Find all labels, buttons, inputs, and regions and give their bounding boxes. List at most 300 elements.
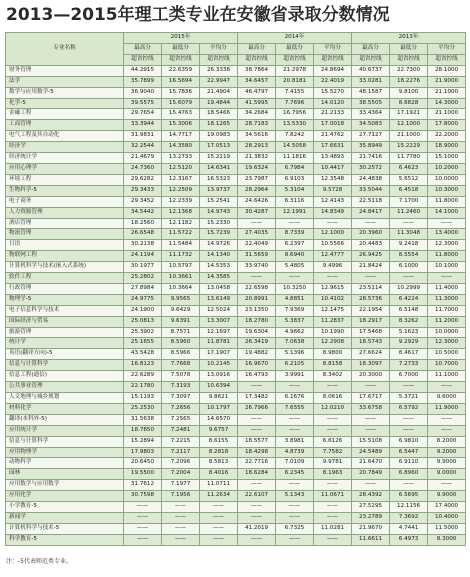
score-cell: 18.5577 [238, 436, 276, 447]
score-cell: 10.1990 [314, 327, 352, 338]
score-cell: 17.9803 [124, 447, 162, 458]
score-cell: —— [200, 523, 238, 534]
score-cell: 40.6737 [352, 65, 390, 76]
score-cell: 12.4143 [314, 196, 352, 207]
table-row [6, 458, 466, 469]
score-cell: 6.6126 [314, 436, 352, 447]
score-cell: 15.7239 [200, 229, 238, 240]
table-row [6, 207, 466, 218]
score-cell: 21.4904 [200, 87, 238, 98]
score-cell: 9.6429 [162, 305, 200, 316]
score-cell: 18.3097 [352, 360, 390, 371]
score-cell: 25.2530 [124, 403, 162, 414]
score-cell: 9.5728 [314, 185, 352, 196]
score-cell: 15.2894 [124, 436, 162, 447]
table-row [6, 305, 466, 316]
table-row [6, 480, 466, 491]
score-cell: 21.7416 [352, 153, 390, 164]
score-cell: 7.7696 [276, 98, 314, 109]
table-row [6, 534, 466, 545]
table-row [6, 338, 466, 349]
score-cell: —— [390, 480, 428, 491]
score-cell: 34.5442 [124, 207, 162, 218]
score-cell: 9.9000 [428, 458, 466, 469]
score-cell: 7.6555 [276, 403, 314, 414]
score-cell: 11.2837 [314, 316, 352, 327]
major-name-cell: 金融工程 [6, 109, 124, 120]
score-cell: 8.2000 [428, 436, 466, 447]
score-cell: 21.2978 [276, 65, 314, 76]
score-cell: 18.2917 [352, 316, 390, 327]
score-cell: —— [428, 382, 466, 393]
score-cell: 12.0210 [314, 403, 352, 414]
score-cell: 16.7956 [276, 109, 314, 120]
major-name-cell: 小学教育-5 [6, 502, 124, 513]
score-cell: 22.6598 [238, 283, 276, 294]
score-cell: 3.8981 [276, 436, 314, 447]
score-cell: —— [124, 534, 162, 545]
major-name-cell: 国际经济与贸易 [6, 316, 124, 327]
score-cell: —— [314, 273, 352, 284]
header-min: 最低分 [162, 44, 200, 55]
score-cell: 13.3007 [200, 316, 238, 327]
score-cell: 7.3193 [162, 382, 200, 393]
score-cell: 22.1954 [352, 305, 390, 316]
score-cell: 12.1000 [390, 120, 428, 131]
score-cell: —— [314, 534, 352, 545]
major-name-cell: 信息与计算科学 [6, 360, 124, 371]
score-cell: 8.2818 [200, 447, 238, 458]
score-cell: 13.9737 [200, 185, 238, 196]
score-cell: 24.1194 [124, 251, 162, 262]
score-cell: —— [428, 218, 466, 229]
score-cell: 13.6149 [200, 294, 238, 305]
score-cell: 33.4364 [352, 109, 390, 120]
score-cell: 22.1780 [124, 382, 162, 393]
score-cell: 18.1265 [200, 120, 238, 131]
score-cell: 7.5078 [162, 371, 200, 382]
table-row [6, 218, 466, 229]
table-row [6, 76, 466, 87]
score-cell: 15.7836 [162, 87, 200, 98]
table-row [6, 153, 466, 164]
score-cell: 11.1000 [428, 371, 466, 382]
score-cell: 15.5108 [352, 436, 390, 447]
score-cell: 10.3664 [162, 283, 200, 294]
score-cell: 14.3585 [200, 273, 238, 284]
table-row [6, 447, 466, 458]
score-cell: 17.6717 [352, 393, 390, 404]
score-cell: —— [238, 382, 276, 393]
score-cell: 10.2999 [390, 283, 428, 294]
score-cell: 3.9991 [276, 371, 314, 382]
table-row [6, 469, 466, 480]
table-row [6, 436, 466, 447]
table-row [6, 414, 466, 425]
score-cell: 15.1193 [124, 393, 162, 404]
major-name-cell: 新闻学 [6, 512, 124, 523]
major-name-cell: 材料化学 [6, 403, 124, 414]
score-cell: 9.6757 [200, 425, 238, 436]
score-cell: 9.8621 [200, 393, 238, 404]
score-cell: 11.3000 [428, 294, 466, 305]
score-cell: 8.5813 [200, 458, 238, 469]
score-cell: 41.2019 [238, 523, 276, 534]
score-cell: 12.1182 [162, 218, 200, 229]
score-cell: —— [162, 502, 200, 513]
score-cell: 15.3006 [162, 120, 200, 131]
score-cell: 20.8181 [276, 76, 314, 87]
score-cell: 11.1816 [276, 153, 314, 164]
score-cell: 26.3338 [200, 65, 238, 76]
score-cell: —— [238, 425, 276, 436]
score-cell: 14.7717 [162, 131, 200, 142]
score-cell: 7.1700 [390, 196, 428, 207]
score-cell: 33.6758 [352, 403, 390, 414]
score-cell: 14.3580 [162, 142, 200, 153]
score-cell: —— [314, 512, 352, 523]
table-row [6, 349, 466, 360]
score-cell: 8.1963 [314, 469, 352, 480]
score-cell: —— [276, 382, 314, 393]
score-cell: 18.9000 [428, 142, 466, 153]
score-cell: 18.6284 [238, 469, 276, 480]
score-cell: 11.7780 [390, 153, 428, 164]
score-cell: 6.7000 [390, 371, 428, 382]
score-cell: —— [276, 425, 314, 436]
score-cell: 15.2541 [200, 196, 238, 207]
score-cell: —— [314, 425, 352, 436]
score-cell: —— [428, 414, 466, 425]
major-name-cell: 环境工程 [6, 174, 124, 185]
major-name-cell: 旅游管理 [6, 327, 124, 338]
score-cell: 14.9743 [200, 207, 238, 218]
score-cell: 22.5118 [352, 196, 390, 207]
score-cell: 41.5995 [238, 98, 276, 109]
score-cell: 5.4805 [276, 262, 314, 273]
score-cell: 25.3902 [124, 327, 162, 338]
major-name-cell: 电气工程及其自动化 [6, 131, 124, 142]
score-cell: 27.4035 [238, 229, 276, 240]
table-row [6, 371, 466, 382]
score-cell: 30.1977 [124, 262, 162, 273]
score-cell: —— [390, 425, 428, 436]
score-cell: 24.5489 [352, 447, 390, 458]
score-cell: 21.1000 [390, 131, 428, 142]
score-cell: 7.4155 [276, 87, 314, 98]
score-cell: 13.2733 [162, 153, 200, 164]
score-cell: 21.1000 [428, 87, 466, 98]
table-row [6, 98, 466, 109]
score-cell: 23.7987 [238, 174, 276, 185]
score-cell: 23.1350 [238, 305, 276, 316]
score-cell: 48.1587 [352, 87, 390, 98]
table-row [6, 502, 466, 513]
score-cell: 26.3419 [238, 338, 276, 349]
score-cell: 24.8694 [314, 65, 352, 76]
score-cell: 16.9670 [238, 360, 276, 371]
score-cell: 28.5736 [352, 294, 390, 305]
table-row [6, 65, 466, 76]
score-cell: 14.0120 [314, 98, 352, 109]
score-cell: 7.3097 [162, 393, 200, 404]
table-row [6, 382, 466, 393]
table-row [6, 491, 466, 502]
score-cell: 30.2572 [352, 163, 390, 174]
score-cell: 24.8417 [352, 207, 390, 218]
score-cell: 4.9662 [276, 327, 314, 338]
score-cell: —— [200, 534, 238, 545]
score-cell: 4.7441 [390, 523, 428, 534]
score-cell: —— [352, 480, 390, 491]
header-min: 最低分 [390, 44, 428, 55]
score-cell: 17.3482 [238, 393, 276, 404]
score-cell: 9.2000 [428, 447, 466, 458]
score-cell: 8.4016 [200, 469, 238, 480]
table-row [6, 294, 466, 305]
score-cell: 6.7984 [276, 163, 314, 174]
score-cell: 43.5428 [124, 349, 162, 360]
header-above-line: 超省控线 [314, 54, 352, 65]
score-cell: 8.0616 [314, 393, 352, 404]
score-cell: 18.2276 [390, 76, 428, 87]
score-cell: —— [238, 512, 276, 523]
score-cell: 22.7716 [238, 458, 276, 469]
table-row [6, 327, 466, 338]
major-name-cell: 公共事业管理 [6, 382, 124, 393]
score-cell: 22.6107 [238, 491, 276, 502]
score-cell: —— [352, 273, 390, 284]
score-cell: —— [390, 273, 428, 284]
score-cell: 10.5566 [314, 240, 352, 251]
score-cell: 8.5966 [162, 349, 200, 360]
score-cell: 29.3452 [124, 196, 162, 207]
score-cell: 11.8000 [428, 251, 466, 262]
header-above-line: 超省控线 [390, 54, 428, 65]
header-max: 最高分 [238, 44, 276, 55]
score-cell: 33.3944 [124, 120, 162, 131]
score-cell: —— [238, 414, 276, 425]
score-cell: 10.3000 [428, 185, 466, 196]
score-cell: 9.8100 [390, 87, 428, 98]
major-name-cell: 化学-5 [6, 98, 124, 109]
score-cell: 29.7654 [124, 109, 162, 120]
score-cell: 12.1991 [276, 207, 314, 218]
score-cell: 19.6304 [238, 327, 276, 338]
score-cell: 8.3402 [314, 371, 352, 382]
score-cell: 7.3692 [390, 512, 428, 523]
score-cell: 34.2684 [238, 109, 276, 120]
score-cell: 33.9740 [238, 262, 276, 273]
score-cell: 10.0000 [428, 327, 466, 338]
score-cell: 28.7183 [238, 120, 276, 131]
score-cell: 26.9425 [352, 251, 390, 262]
header-year-2014: 2014年 [238, 33, 352, 44]
score-cell: 10.0000 [428, 174, 466, 185]
score-cell: 11.0281 [314, 523, 352, 534]
major-name-cell: 物联网工程 [6, 251, 124, 262]
table-row [6, 185, 466, 196]
score-cell: 8.7339 [276, 229, 314, 240]
score-cell: 12.1000 [314, 229, 352, 240]
score-cell: —— [162, 512, 200, 523]
score-cell: —— [238, 534, 276, 545]
score-cell: 27.6624 [352, 349, 390, 360]
score-cell: 5.3837 [276, 316, 314, 327]
score-cell: 7.2096 [162, 458, 200, 469]
score-cell: —— [124, 523, 162, 534]
major-name-cell: 信息与计算科学 [6, 436, 124, 447]
score-cell: 7.7582 [314, 447, 352, 458]
major-name-cell: 数学与应用数学-5 [6, 87, 124, 98]
score-cell: —— [162, 534, 200, 545]
score-cell: 13.4893 [314, 153, 352, 164]
major-name-cell: 财务管理 [6, 65, 124, 76]
score-cell: 9.9781 [314, 458, 352, 469]
score-cell: 8.6940 [276, 251, 314, 262]
score-cell: 15.2229 [390, 142, 428, 153]
score-cell: 6.2397 [276, 240, 314, 251]
score-cell: 13.5330 [276, 120, 314, 131]
score-cell: 17.4000 [428, 502, 466, 513]
score-cell: 12.3548 [314, 174, 352, 185]
score-cell: 6.3116 [276, 196, 314, 207]
score-cell: 12.5024 [200, 305, 238, 316]
score-cell: 8.5960 [162, 338, 200, 349]
score-cell: —— [238, 480, 276, 491]
score-cell: 9.9000 [428, 491, 466, 502]
major-name-cell: 应用心理学 [6, 163, 124, 174]
header-avg: 平均分 [200, 44, 238, 55]
score-cell: 33.5044 [352, 185, 390, 196]
score-cell: 10.2000 [428, 163, 466, 174]
score-cell: 10.2145 [200, 360, 238, 371]
score-cell: —— [314, 218, 352, 229]
score-cell: 10.3661 [162, 273, 200, 284]
score-cell: 6.7325 [276, 523, 314, 534]
score-cell: 6.9810 [390, 436, 428, 447]
major-name-cell: 计算机科学与技术-5 [6, 523, 124, 534]
score-cell: 18.5466 [200, 109, 238, 120]
score-table-container [5, 32, 465, 546]
score-cell: 18.5743 [352, 338, 390, 349]
major-name-cell: 日语 [6, 240, 124, 251]
score-cell: 17.8000 [428, 120, 466, 131]
score-cell: 12.1368 [162, 207, 200, 218]
major-name-cell: 英语(翻译方向)-5 [6, 349, 124, 360]
major-name-cell: 经济统计学 [6, 153, 124, 164]
score-cell: 7.2215 [162, 436, 200, 447]
score-cell: 31.5659 [238, 251, 276, 262]
score-cell: 6.9103 [276, 174, 314, 185]
score-cell: 23.5114 [352, 283, 390, 294]
header-avg: 平均分 [428, 44, 466, 55]
score-cell: 28.2913 [238, 142, 276, 153]
score-cell: 6.5148 [390, 305, 428, 316]
score-cell: 15.5270 [314, 87, 352, 98]
score-cell: —— [352, 414, 390, 425]
score-cell: 14.1000 [428, 207, 466, 218]
score-cell: 21.8424 [352, 262, 390, 273]
score-cell: 5.6512 [390, 174, 428, 185]
major-name-cell: 园林 [6, 469, 124, 480]
score-cell: 9.9565 [162, 294, 200, 305]
score-cell: 17.0513 [200, 142, 238, 153]
major-name-cell: 人文地理与城乡规划 [6, 393, 124, 404]
score-cell: 24.9775 [124, 294, 162, 305]
score-cell: 7.2004 [162, 469, 200, 480]
score-cell: 24.4838 [352, 174, 390, 185]
header-avg: 平均分 [314, 44, 352, 55]
score-cell: —— [390, 218, 428, 229]
score-cell: 21.4679 [124, 153, 162, 164]
score-cell: —— [314, 502, 352, 513]
score-cell: 17.1921 [390, 109, 428, 120]
score-cell: —— [238, 273, 276, 284]
score-cell: 14.9726 [200, 240, 238, 251]
score-cell: 18.2560 [124, 218, 162, 229]
score-cell: 12.3000 [428, 240, 466, 251]
score-cell: 10.5000 [428, 349, 466, 360]
score-cell: 31.5638 [124, 414, 162, 425]
score-cell: 11.7000 [428, 305, 466, 316]
score-cell: 7.2117 [162, 447, 200, 458]
score-cell: 21.3832 [238, 153, 276, 164]
score-cell: 7.2656 [162, 403, 200, 414]
score-cell: 4.8739 [276, 447, 314, 458]
score-cell: —— [276, 512, 314, 523]
major-name-cell: 动物科学 [6, 458, 124, 469]
header-above-line: 超省控线 [200, 54, 238, 65]
score-cell: 12.2908 [314, 338, 352, 349]
table-body [6, 65, 466, 545]
score-cell: —— [352, 382, 390, 393]
score-cell: 13.0916 [200, 371, 238, 382]
score-cell: —— [428, 480, 466, 491]
score-cell: 6.1000 [390, 262, 428, 273]
header-year-2013: 2013年 [352, 33, 466, 44]
table-row [6, 316, 466, 327]
score-cell: 11.5722 [162, 229, 200, 240]
score-cell: —— [390, 382, 428, 393]
major-name-cell: 生物科学-5 [6, 185, 124, 196]
score-cell: 14.1340 [200, 251, 238, 262]
score-cell: —— [428, 425, 466, 436]
score-cell: 12.3000 [428, 338, 466, 349]
score-cell: 16.5323 [200, 174, 238, 185]
score-cell: 12.2509 [162, 185, 200, 196]
header-max: 最高分 [124, 44, 162, 55]
score-cell: 11.2000 [428, 316, 466, 327]
score-cell: 34.5616 [238, 131, 276, 142]
score-cell: 21.6470 [352, 458, 390, 469]
table-row [6, 131, 466, 142]
major-name-cell: 应用化学 [6, 491, 124, 502]
table-row [6, 283, 466, 294]
score-cell: 15.6079 [162, 98, 200, 109]
score-cell: 5.1343 [276, 491, 314, 502]
score-cell: —— [276, 534, 314, 545]
header-above-line: 超省控线 [276, 54, 314, 65]
score-cell: 10.5797 [162, 262, 200, 273]
table-row [6, 393, 466, 404]
score-cell: —— [238, 502, 276, 513]
score-cell: 6.5792 [390, 403, 428, 414]
score-cell: 11.9000 [428, 403, 466, 414]
score-cell: 20.6450 [124, 458, 162, 469]
score-cell: 10.3250 [276, 283, 314, 294]
score-cell: 6.4623 [390, 163, 428, 174]
